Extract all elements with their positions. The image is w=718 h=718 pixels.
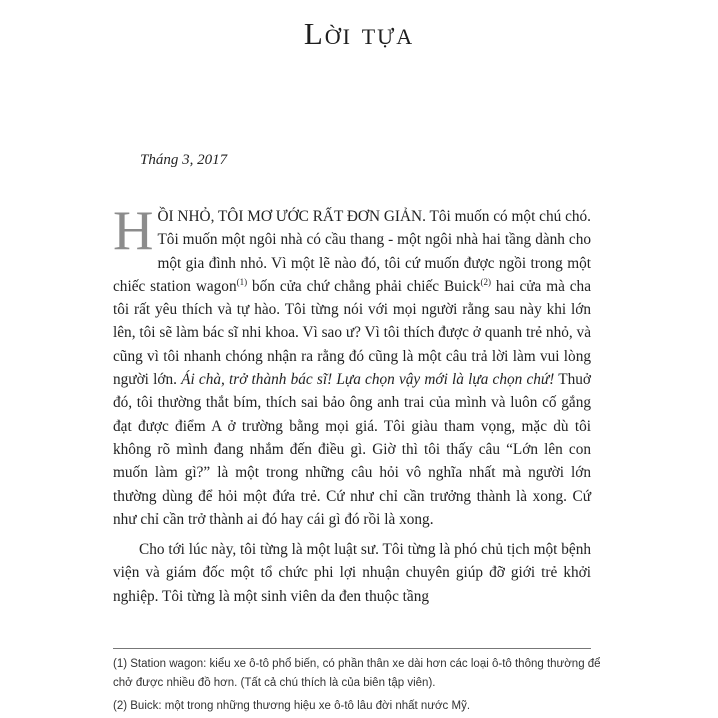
footnote-divider [113,648,591,649]
paragraph-1-text-c: hai cửa mà cha tôi rất yêu thích và tự hào. Tôi từng nói với mọi người rằng sau này khi lớn lên, tôi sẽ làm bác sĩ nhi khoa. Vì sao ư? Vì tôi thích được ở quanh trẻ nhỏ, và cũng vì tôi nhanh chóng nhận ra rằng đó cũng là một câu trả lời làm vui lòng người lớn. [113,277,591,389]
paragraph-1 [113,200,592,531]
footnote-2: (2) Buick: một trong những thương hiệu xe ô-tô lâu đời nhất nước Mỹ. [113,700,471,712]
footnotes [113,655,603,716]
date-line: Tháng 3, 2017 [140,152,228,168]
paragraph-2: Cho tới lúc này, tôi từng là một luật sư. Tôi từng là phó chủ tịch một bệnh viện và giám đốc một tổ chức phi lợi nhuận chuyên giúp đỡ giới trẻ khởi nghiệp. Tôi từng là một sinh viên da đen thuộc tầng [113,541,591,605]
lead-in-text: ỒI NHỎ, TÔI MƠ ƯỚC RẤT ĐƠN GIẢN. [157,208,426,225]
paragraph-1-text-d: Thuở đó, tôi thường thắt bím, thích sai bảo ông anh trai của mình và luôn cố gắng đạt được điểm A ở trường bằng mọi giá. Tôi giàu tham vọng, mặc dù tôi không rõ mình đang nhắm đến điều gì. Giờ thì tôi thấy câu “Lớn lên con muốn làm gì?” là một trong những câu hỏi vô nghĩa nhất mà người lớn thường dùng để hỏi một đứa trẻ. Cứ như chỉ cần trưởng thành là xong. Cứ như chỉ cần trở thành ai đó hay cái gì đó rồi là xong. [113,371,592,528]
paragraph-1-text-a: Tôi muốn có một chú chó. Tôi muốn một ngôi nhà có cầu thang - một ngôi nhà hai tầng dành cho một gia đình nhỏ. Vì một lẽ nào đó, tôi cứ muốn được ngồi trong một chiếc station wagon [113,208,591,295]
paragraph-1-text-b: bốn cửa chứ chẳng phải chiếc Buick [247,277,481,295]
italic-quote: Ái chà, trở thành bác sĩ! Lựa chọn vậy mới là lựa chọn chứ! [181,371,555,389]
drop-cap: H [113,200,154,262]
chapter-title: Lời tựa [303,16,415,51]
footnote-1: (1) Station wagon: kiểu xe ô-tô phổ biến, có phần thân xe dài hơn các loại ô-tô thông thường để chở được nhiều đồ hơn. (Tất cả chú thích là của biên tập viên). [113,658,601,689]
footnote-ref-2: (2) [480,276,491,287]
footnote-ref-1: (1) [236,276,248,287]
body-text [113,200,592,608]
